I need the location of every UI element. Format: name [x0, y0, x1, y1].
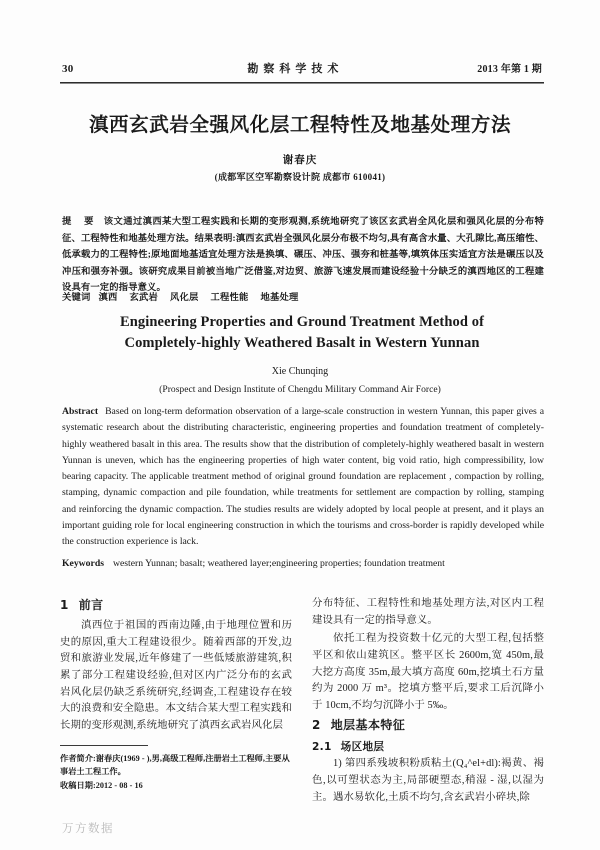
paragraph: 依托工程为投资数十亿元的大型工程,包括整平区和依山建筑区。整平区长 2600m,宽 450m,最大挖方高度 35m,最大填方高度 60m,挖填土石方量约为 2000 万 m³。挖填方整平后,要求工后沉降小于 10cm,不均匀沉降小于 5‰。 [312, 633, 544, 711]
paragraph: 1) 第四系残坡积粉质粘土(Q₄^el+dl):褐黄、褐色,以可塑状态为主,局部硬塑态,稍湿 - 湿,以湿为主。遇水易软化,土质不均匀,含玄武岩小碎块,除 [312, 758, 544, 803]
watermark: 万方数据 [62, 821, 114, 835]
section-number-2: 2 [312, 718, 321, 733]
keywords-cn-label: 关键词 [62, 293, 91, 303]
footnote-rule [60, 745, 148, 746]
abstract-cn [62, 214, 544, 297]
keyword-cn-item: 滇西 [98, 293, 118, 303]
abstract-en [62, 404, 544, 551]
header-rule [60, 82, 544, 84]
paragraph: 滇西位于祖国的西南边陲,由于地理位置和历史的原因,重大工程建设很少。随着西部的开发,边贸和旅游业发展,近年修建了一些低矮旅游建筑,积累了部分工程建设经验,但对区内广泛分布的玄武岩风化层仍缺乏系统研究,经调查,工程建设存在较大的浪费和安全隐患。本文结合某大型工程实践和长期的变形观测,系统地研究了滇西玄武岩风化层 [60, 620, 292, 731]
section-number-1: 1 [60, 598, 69, 612]
affiliation-en: (Prospect and Design Institute of Chengdu Military Command Air Force) [159, 384, 441, 395]
author-name-cn: 谢春庆 [282, 155, 318, 166]
running-head [62, 60, 542, 76]
received-date: 收稿日期:2012 - 08 - 16 [60, 780, 143, 790]
page-title-en [58, 312, 546, 354]
journal-name: 勘察科学技术 [247, 63, 344, 75]
keywords-en-text: western Yunnan; basalt; weathered layer;engineering properties; foundation treatment [112, 558, 445, 569]
author-name-en: Xie Chunqing [271, 366, 329, 377]
keyword-cn-item: 地基处理 [260, 293, 299, 303]
affiliation-cn: (成都军区空军勘察设计院 成都市 610041) [214, 172, 386, 182]
title-en-line-1: Engineering Properties and Ground Treatment Method of [119, 314, 485, 330]
keywords-en [62, 556, 544, 572]
keywords-cn [62, 289, 544, 303]
abstract-cn-text: 该文通过滇西某大型工程实践和长期的变形观测,系统地研究了该区玄武岩全风化层和强风化层的分布特征、工程特性和地基处理方法。结果表明:滇西玄武岩全强风化层分布极不均匀,具有高含水量、大孔隙比,高压缩性、低承载力的工程特性;原地面地基适宜处理方法是换填、碾压、冲压、强夯和桩基等,填筑体压实适宜方法是碾压以及冲压和强夯补强。该研究成果目前被当地广泛借鉴,对边贸、旅游飞速发展而建设经验十分缺乏的滇西地区的工程建设具有一定的指导意义。 [62, 217, 544, 294]
keyword-cn-item: 工程性能 [210, 293, 249, 303]
subsection-heading-2-1 [312, 739, 544, 754]
section-heading-2 [312, 716, 544, 733]
keyword-cn-item: 玄武岩 [129, 293, 158, 303]
issue-label: 2013 年第 1 期 [477, 64, 542, 75]
title-en-line-2: Completely-highly Weathered Basalt in Western Yunnan [124, 335, 480, 352]
page-number: 30 [62, 63, 74, 75]
subsection-title-2-1: 场区地层 [340, 741, 385, 754]
page-title: 滇西玄武岩全强风化层工程特性及地基处理方法 [88, 113, 512, 136]
author-bio: 作者简介:谢春庆(1969 - ),男,高级工程师,注册岩土工程师,主要从事岩土工程工作。 [60, 754, 290, 777]
paragraph: 分布特征、工程特性和地基处理方法,对区内工程建设具有一定的指导意义。 [312, 598, 544, 626]
subsection-number-2-1: 2.1 [312, 741, 332, 754]
abstract-en-label: Abstract [62, 406, 99, 417]
section-title-1: 前言 [78, 598, 104, 612]
keyword-cn-item: 风化层 [170, 293, 199, 303]
section-heading-1 [60, 596, 292, 613]
abstract-cn-label: 提 要 [62, 217, 99, 227]
footnote-block [60, 752, 296, 792]
section-title-2: 地层基本特征 [330, 718, 406, 733]
body-column-right [312, 596, 544, 814]
abstract-en-text: Based on long-term deformation observation of a large-scale construction in western Yunnan, this paper gives a systematic research about the distributing characteristic, engineering properties and foundation treatment of completely-highly weathered basalt in this area. The results show that the distribution of completely-highly weathered basalt in western Yunnan is uneven, which has the engineering properties of high water content, big void ratio, high compressibility, low bearing capacity. The applicable treatment method of original ground foundation are replacement , compaction by rolling, stamping, dynamic compaction and pile foundation, while treatments for settlement are compaction by rolling, stamping and reinforcing the dynamic compaction. The studies results are widely adopted by local people at present, and it plays an important guiding role for local engineering construction in which the tourisms and cross-border is rapidly developed while the construction experience is lack. [62, 406, 544, 548]
keywords-en-label: Keywords [62, 558, 104, 569]
